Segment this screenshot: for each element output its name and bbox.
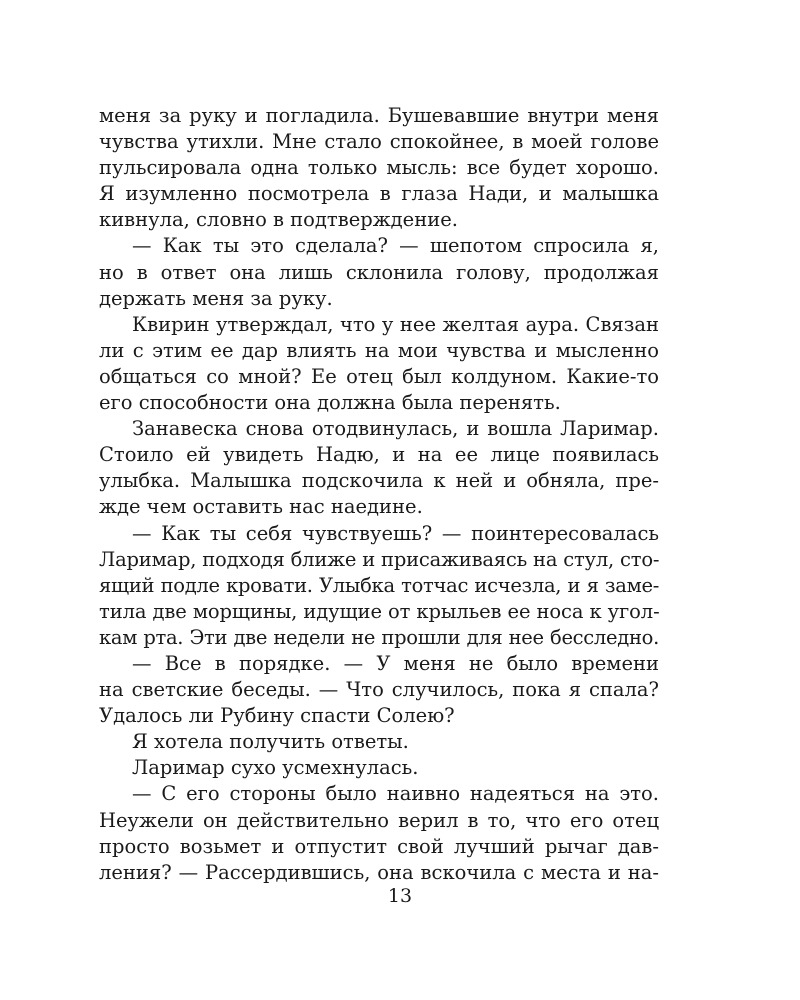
text-line: Неужели он действительно верил в то, что его отец — [99, 808, 659, 832]
text-line: ления? — Рассердившись, она вскочила с места и на- — [99, 860, 659, 884]
text-line: его способности она должна была перенять. — [99, 391, 561, 415]
text-line: — Как ты себя чувствуешь? — поинтересовалась — [132, 521, 659, 545]
text-line: общаться со мной? Ее отец был колдуном. Какие-то — [99, 364, 659, 388]
text-line: просто возьмет и отпустит свой лучший рычаг дав- — [99, 834, 659, 858]
text-line: пульсировала одна только мысль: все будет хорошо. — [99, 156, 659, 180]
body-text — [99, 103, 659, 886]
text-line: кам рта. Эти две недели не прошли для нее бесследно. — [99, 625, 659, 649]
text-line: — Как ты это сделала? — шепотом спросила я, — [132, 234, 659, 258]
text-line: улыбка. Малышка подскочила к ней и обняла, пре- — [99, 469, 659, 493]
text-line: Занавеска снова отодвинулась, и вошла Ларимар. — [132, 417, 659, 441]
text-line: держать меня за руку. — [99, 286, 333, 310]
page-number: 13 — [387, 885, 413, 907]
text-line: Стоило ей увидеть Надю, и на ее лице появилась — [99, 443, 659, 467]
text-line: Я хотела получить ответы. — [132, 730, 409, 754]
text-line: чувства утихли. Мне стало спокойнее, в моей голове — [99, 130, 659, 154]
text-line: — С его стороны было наивно надеяться на это. — [132, 782, 659, 806]
text-line: Квирин утверждал, что у нее желтая аура. Связан — [132, 312, 659, 336]
text-line: Удалось ли Рубину спасти Солею? — [99, 704, 455, 728]
text-line: Ларимар, подходя ближе и присаживаясь на стул, сто- — [99, 547, 660, 571]
text-line: ящий подле кровати. Улыбка тотчас исчезла, и я заме- — [99, 573, 659, 597]
text-line: Я изумленно посмотрела в глаза Нади, и малышка — [99, 182, 659, 206]
text-line: но в ответ она лишь склонила голову, продолжая — [99, 260, 659, 284]
text-line: меня за руку и погладила. Бушевавшие внутри меня — [99, 104, 659, 127]
text-line: — Все в порядке. — У меня не было времени — [132, 651, 659, 675]
text-line: ли с этим ее дар влиять на мои чувства и мысленно — [99, 338, 659, 362]
text-line: тила две морщины, идущие от крыльев ее носа к угол- — [99, 599, 660, 623]
text-line: жде чем оставить нас наедине. — [99, 495, 423, 519]
text-line: на светские беседы. — Что случилось, пока я спала? — [99, 678, 659, 702]
text-line: Ларимар сухо усмехнулась. — [132, 756, 419, 780]
text-line: кивнула, словно в подтверждение. — [99, 208, 458, 232]
